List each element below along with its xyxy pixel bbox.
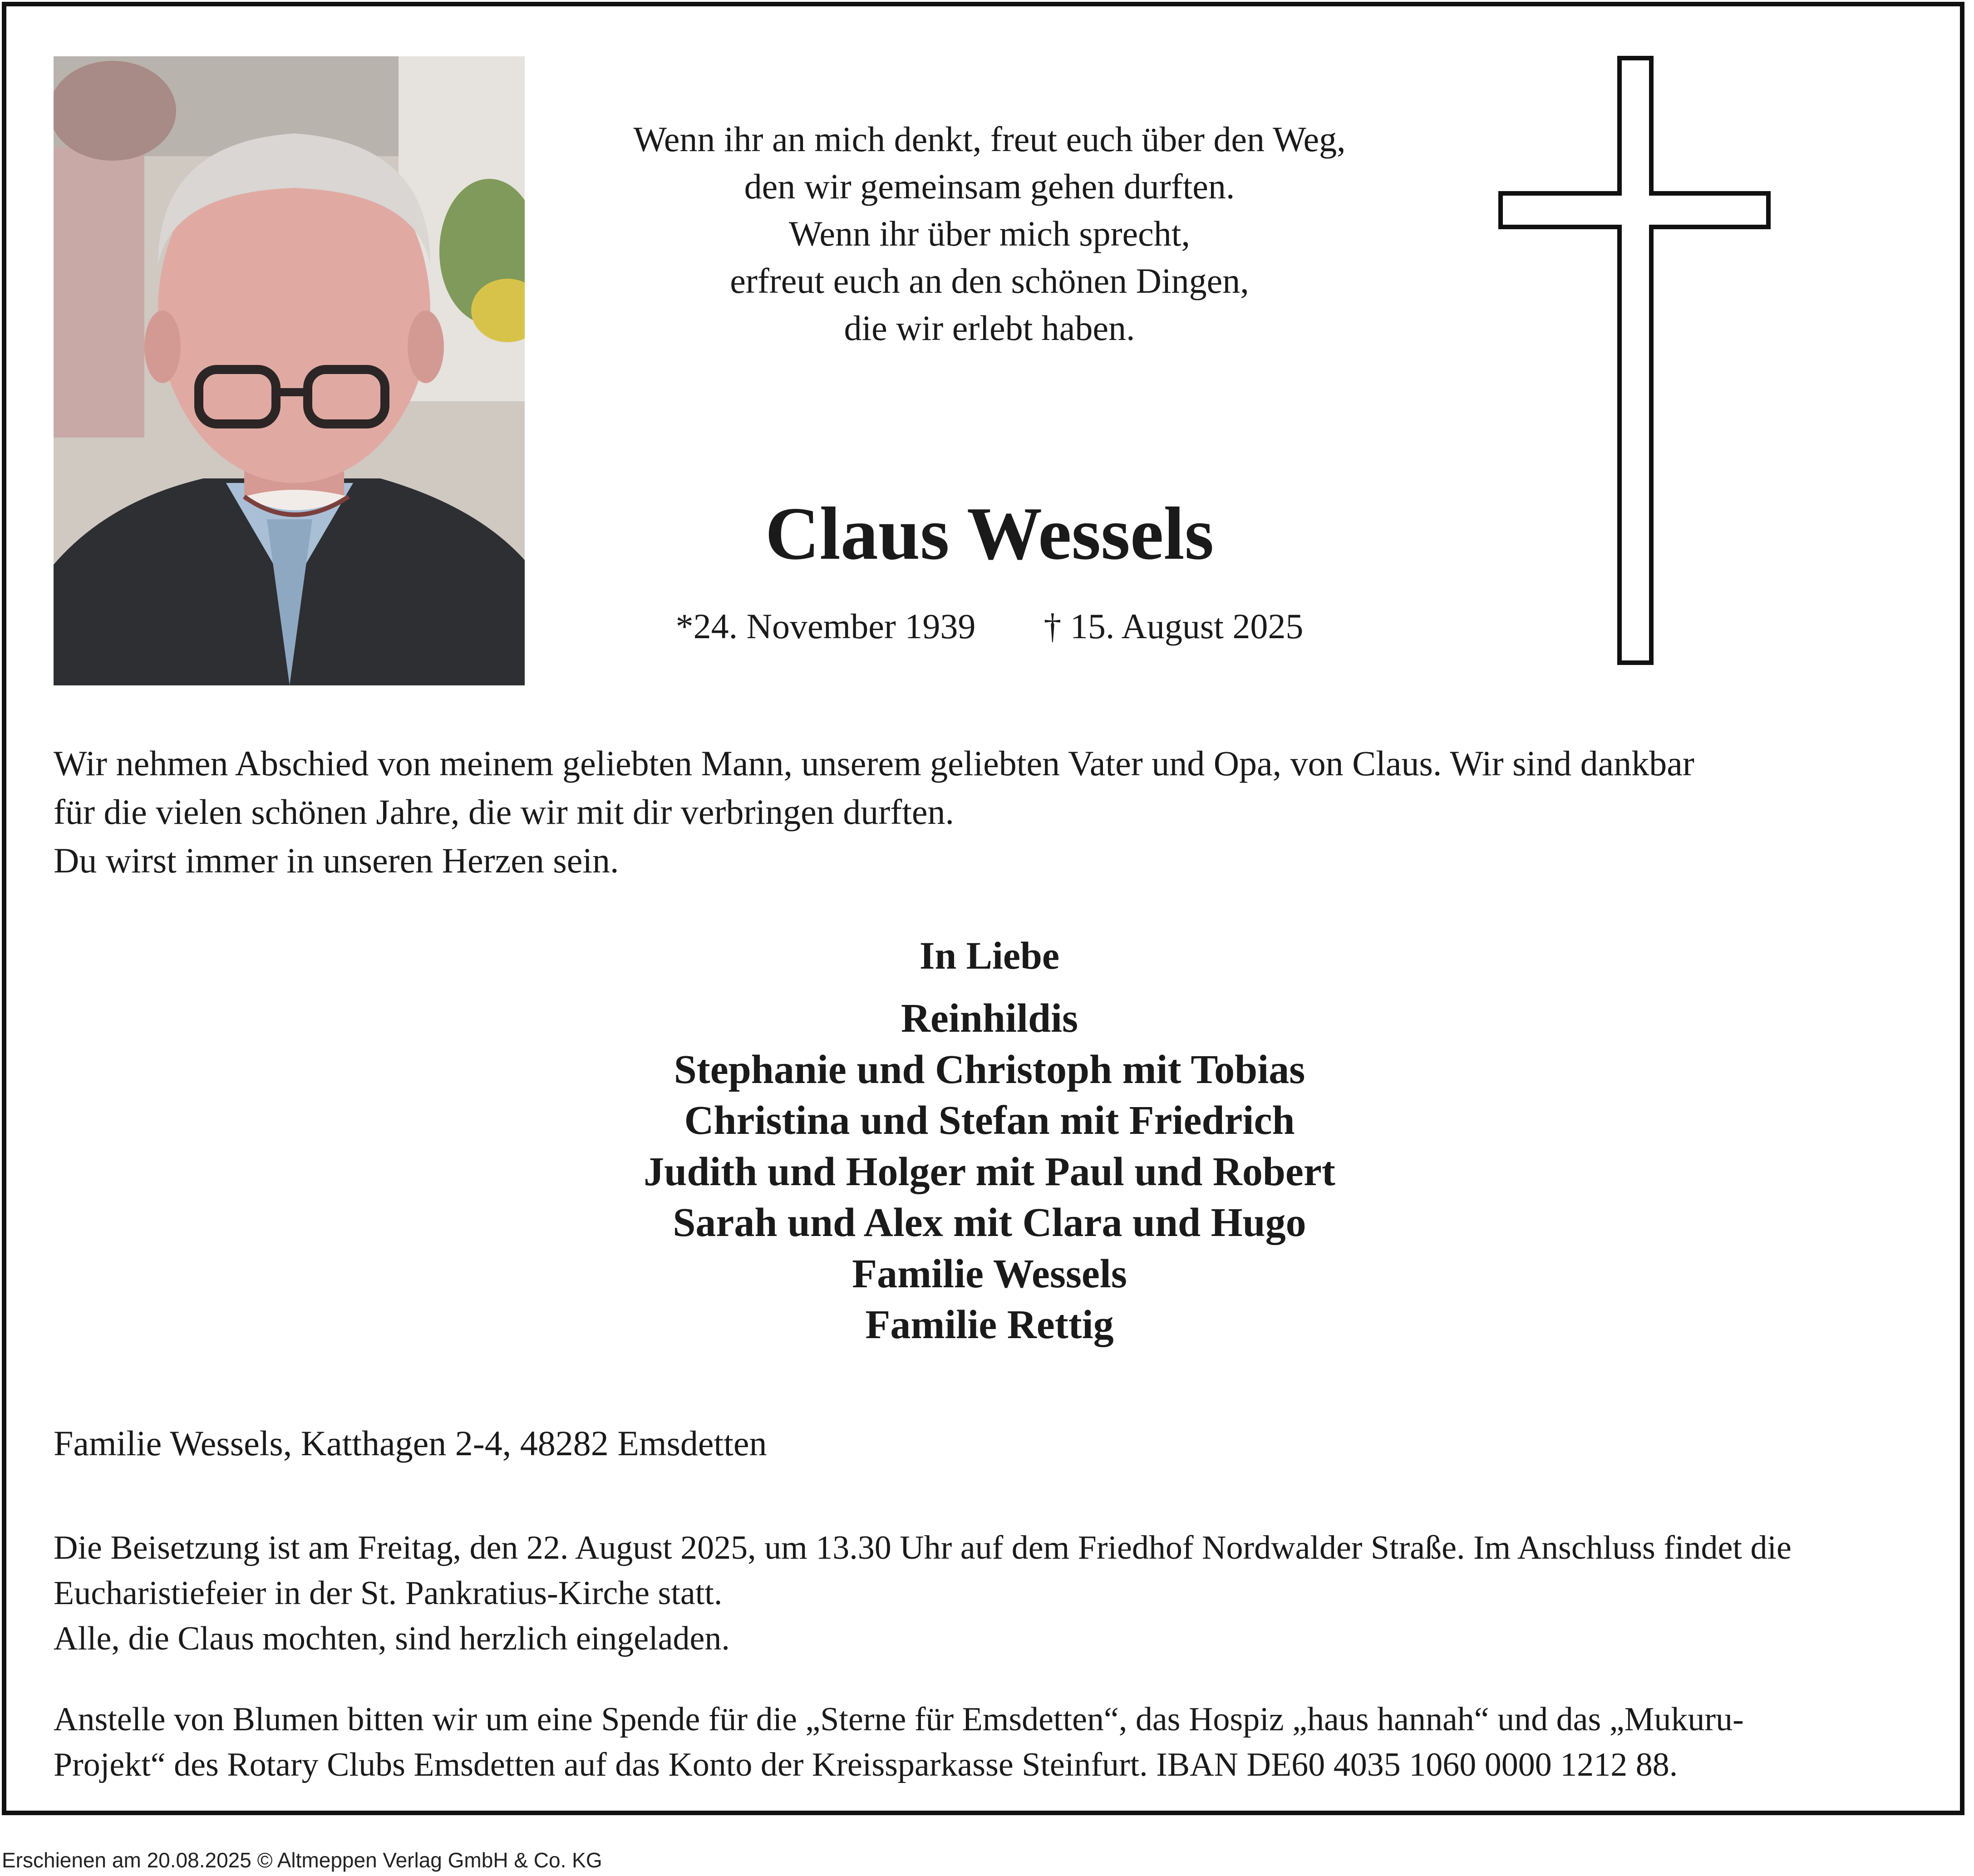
death-date: † 15. August 2025	[1044, 606, 1304, 646]
life-dates	[536, 604, 1443, 649]
deceased-name: Claus Wessels	[765, 492, 1214, 575]
mourner-name: Sarah und Alex mit Clara und Hugo	[673, 1200, 1306, 1245]
mourner-name: Familie Rettig	[865, 1302, 1114, 1347]
poem-line: den wir gemeinsam gehen durften.	[744, 167, 1235, 206]
funeral-line: Eucharistiefeier in der St. Pankratius-Kirche statt.	[54, 1575, 723, 1612]
poem-line: Wenn ihr über mich sprecht,	[789, 214, 1190, 253]
cross-icon	[1496, 54, 1777, 667]
signature-heading: In Liebe	[919, 934, 1060, 977]
donation-line: Anstelle von Blumen bitten wir um eine Spende für die „Sterne für Emsdetten“, das Hospiz „haus hannah“ und das „Mukuru-	[54, 1701, 1744, 1738]
funeral-info	[54, 1525, 1937, 1661]
poem-line: Wenn ihr an mich denkt, freut euch über den Weg,	[633, 119, 1346, 159]
mourner-name: Reinhildis	[901, 996, 1078, 1041]
mourner-name: Christina und Stefan mit Friedrich	[684, 1098, 1295, 1143]
donation-info	[54, 1697, 1937, 1787]
mourner-name: Judith und Holger mit Paul und Robert	[644, 1149, 1335, 1194]
birth-date: *24. November 1939	[675, 606, 976, 646]
poem	[536, 116, 1443, 352]
farewell-line: Wir nehmen Abschied von meinem geliebten Mann, unserem geliebten Vater und Opa, von Claus. Wir sind dankbar	[54, 744, 1694, 783]
farewell-text	[54, 739, 1937, 885]
publication-footer: Erschienen am 20.08.2025 © Altmeppen Verlag GmbH & Co. KG	[2, 1848, 602, 1872]
funeral-line: Alle, die Claus mochten, sind herzlich eingeladen.	[54, 1620, 730, 1657]
mourner-name: Familie Wessels	[852, 1251, 1127, 1296]
poem-line: die wir erlebt haben.	[844, 308, 1135, 348]
portrait-photo	[54, 56, 525, 685]
mourner-name: Stephanie und Christoph mit Tobias	[674, 1047, 1305, 1092]
poem-line: erfreut euch an den schönen Dingen,	[730, 261, 1249, 300]
funeral-line: Die Beisetzung ist am Freitag, den 22. August 2025, um 13.30 Uhr auf dem Friedhof Nordwalder Straße. Im Anschluss findet die	[54, 1529, 1792, 1566]
mourners-list	[490, 993, 1489, 1351]
family-address: Familie Wessels, Katthagen 2-4, 48282 Emsdetten	[54, 1423, 767, 1463]
farewell-line: für die vielen schönen Jahre, die wir mit dir verbringen durften.	[54, 792, 955, 832]
farewell-line: Du wirst immer in unseren Herzen sein.	[54, 841, 619, 880]
donation-line: Projekt“ des Rotary Clubs Emsdetten auf das Konto der Kreissparkasse Steinfurt. IBAN DE60 4035 1060 0000 1212 88.	[54, 1746, 1678, 1783]
